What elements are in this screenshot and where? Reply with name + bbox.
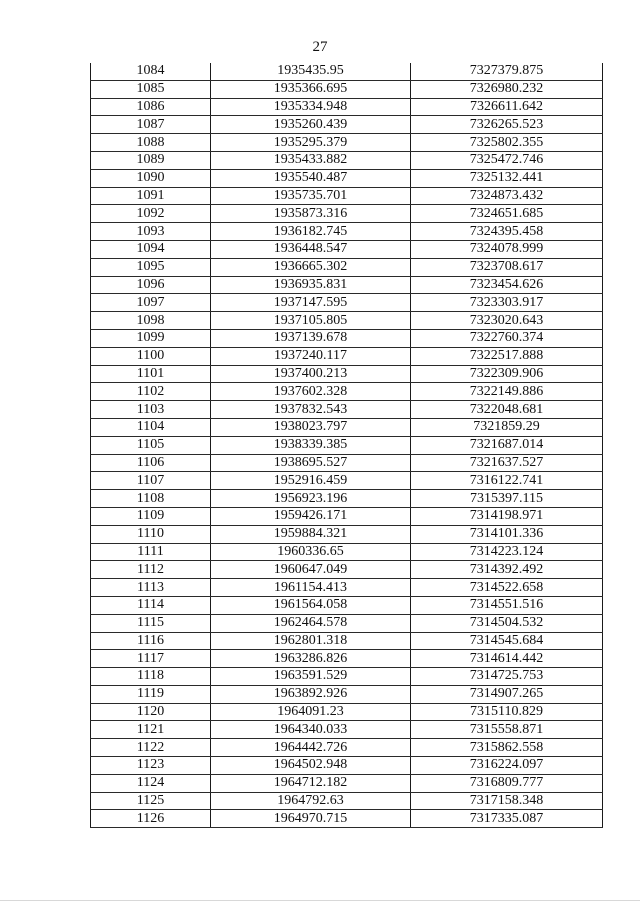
table-row bbox=[91, 240, 603, 258]
y-coordinate-cell: 7326611.642 bbox=[411, 98, 603, 116]
table-row bbox=[91, 80, 603, 98]
x-coordinate-cell: 1963591.529 bbox=[211, 668, 411, 686]
point-number-cell: 1117 bbox=[91, 650, 211, 668]
x-coordinate-cell: 1964792.63 bbox=[211, 792, 411, 810]
y-coordinate-cell: 7323708.617 bbox=[411, 258, 603, 276]
y-coordinate-cell: 7317335.087 bbox=[411, 810, 603, 828]
table-row bbox=[91, 205, 603, 223]
point-number-cell: 1094 bbox=[91, 240, 211, 258]
y-coordinate-cell: 7315397.115 bbox=[411, 490, 603, 508]
y-coordinate-cell: 7326980.232 bbox=[411, 80, 603, 98]
y-coordinate-cell: 7315110.829 bbox=[411, 703, 603, 721]
y-coordinate-cell: 7325132.441 bbox=[411, 169, 603, 187]
table-row bbox=[91, 490, 603, 508]
x-coordinate-cell: 1961154.413 bbox=[211, 579, 411, 597]
x-coordinate-cell: 1935433.882 bbox=[211, 151, 411, 169]
y-coordinate-cell: 7314522.658 bbox=[411, 579, 603, 597]
table-row bbox=[91, 116, 603, 134]
y-coordinate-cell: 7314551.516 bbox=[411, 596, 603, 614]
y-coordinate-cell: 7325802.355 bbox=[411, 134, 603, 152]
x-coordinate-cell: 1936182.745 bbox=[211, 223, 411, 241]
x-coordinate-cell: 1963286.826 bbox=[211, 650, 411, 668]
y-coordinate-cell: 7325472.746 bbox=[411, 151, 603, 169]
y-coordinate-cell: 7317158.348 bbox=[411, 792, 603, 810]
y-coordinate-cell: 7322517.888 bbox=[411, 347, 603, 365]
x-coordinate-cell: 1960647.049 bbox=[211, 561, 411, 579]
x-coordinate-cell: 1961564.058 bbox=[211, 596, 411, 614]
y-coordinate-cell: 7322149.886 bbox=[411, 383, 603, 401]
point-number-cell: 1125 bbox=[91, 792, 211, 810]
x-coordinate-cell: 1938695.527 bbox=[211, 454, 411, 472]
x-coordinate-cell: 1935260.439 bbox=[211, 116, 411, 134]
y-coordinate-cell: 7315558.871 bbox=[411, 721, 603, 739]
coordinates-table bbox=[90, 63, 603, 828]
table-row bbox=[91, 561, 603, 579]
x-coordinate-cell: 1936935.831 bbox=[211, 276, 411, 294]
x-coordinate-cell: 1959884.321 bbox=[211, 525, 411, 543]
x-coordinate-cell: 1937400.213 bbox=[211, 365, 411, 383]
y-coordinate-cell: 7327379.875 bbox=[411, 63, 603, 80]
point-number-cell: 1098 bbox=[91, 312, 211, 330]
point-number-cell: 1084 bbox=[91, 63, 211, 80]
point-number-cell: 1121 bbox=[91, 721, 211, 739]
table-row bbox=[91, 703, 603, 721]
table-row bbox=[91, 365, 603, 383]
table-row bbox=[91, 454, 603, 472]
table-row bbox=[91, 650, 603, 668]
y-coordinate-cell: 7322048.681 bbox=[411, 401, 603, 419]
point-number-cell: 1112 bbox=[91, 561, 211, 579]
table-row bbox=[91, 810, 603, 828]
table-row bbox=[91, 223, 603, 241]
x-coordinate-cell: 1935735.701 bbox=[211, 187, 411, 205]
x-coordinate-cell: 1935873.316 bbox=[211, 205, 411, 223]
table-row bbox=[91, 98, 603, 116]
x-coordinate-cell: 1937240.117 bbox=[211, 347, 411, 365]
x-coordinate-cell: 1964442.726 bbox=[211, 739, 411, 757]
point-number-cell: 1109 bbox=[91, 507, 211, 525]
table-row bbox=[91, 668, 603, 686]
x-coordinate-cell: 1938339.385 bbox=[211, 436, 411, 454]
point-number-cell: 1093 bbox=[91, 223, 211, 241]
table-row bbox=[91, 151, 603, 169]
x-coordinate-cell: 1936665.302 bbox=[211, 258, 411, 276]
table-row bbox=[91, 401, 603, 419]
point-number-cell: 1110 bbox=[91, 525, 211, 543]
table-row bbox=[91, 507, 603, 525]
point-number-cell: 1114 bbox=[91, 596, 211, 614]
y-coordinate-cell: 7314614.442 bbox=[411, 650, 603, 668]
y-coordinate-cell: 7314392.492 bbox=[411, 561, 603, 579]
y-coordinate-cell: 7316122.741 bbox=[411, 472, 603, 490]
x-coordinate-cell: 1962464.578 bbox=[211, 614, 411, 632]
x-coordinate-cell: 1937139.678 bbox=[211, 329, 411, 347]
x-coordinate-cell: 1964970.715 bbox=[211, 810, 411, 828]
x-coordinate-cell: 1962801.318 bbox=[211, 632, 411, 650]
y-coordinate-cell: 7324651.685 bbox=[411, 205, 603, 223]
point-number-cell: 1123 bbox=[91, 757, 211, 775]
point-number-cell: 1091 bbox=[91, 187, 211, 205]
coordinates-table-body bbox=[91, 63, 603, 828]
point-number-cell: 1102 bbox=[91, 383, 211, 401]
table-row bbox=[91, 258, 603, 276]
table-row bbox=[91, 739, 603, 757]
point-number-cell: 1086 bbox=[91, 98, 211, 116]
x-coordinate-cell: 1935540.487 bbox=[211, 169, 411, 187]
point-number-cell: 1096 bbox=[91, 276, 211, 294]
x-coordinate-cell: 1964340.033 bbox=[211, 721, 411, 739]
page-bottom-edge bbox=[0, 900, 640, 901]
point-number-cell: 1105 bbox=[91, 436, 211, 454]
x-coordinate-cell: 1935334.948 bbox=[211, 98, 411, 116]
point-number-cell: 1092 bbox=[91, 205, 211, 223]
point-number-cell: 1120 bbox=[91, 703, 211, 721]
y-coordinate-cell: 7314101.336 bbox=[411, 525, 603, 543]
table-row bbox=[91, 294, 603, 312]
y-coordinate-cell: 7316809.777 bbox=[411, 774, 603, 792]
table-row bbox=[91, 169, 603, 187]
table-row bbox=[91, 614, 603, 632]
table-row bbox=[91, 757, 603, 775]
point-number-cell: 1090 bbox=[91, 169, 211, 187]
y-coordinate-cell: 7324873.432 bbox=[411, 187, 603, 205]
y-coordinate-cell: 7315862.558 bbox=[411, 739, 603, 757]
table-row bbox=[91, 436, 603, 454]
x-coordinate-cell: 1964091.23 bbox=[211, 703, 411, 721]
y-coordinate-cell: 7323454.626 bbox=[411, 276, 603, 294]
x-coordinate-cell: 1936448.547 bbox=[211, 240, 411, 258]
table-row bbox=[91, 472, 603, 490]
point-number-cell: 1095 bbox=[91, 258, 211, 276]
point-number-cell: 1104 bbox=[91, 418, 211, 436]
x-coordinate-cell: 1956923.196 bbox=[211, 490, 411, 508]
table-row bbox=[91, 383, 603, 401]
point-number-cell: 1085 bbox=[91, 80, 211, 98]
point-number-cell: 1108 bbox=[91, 490, 211, 508]
x-coordinate-cell: 1937105.805 bbox=[211, 312, 411, 330]
point-number-cell: 1118 bbox=[91, 668, 211, 686]
point-number-cell: 1124 bbox=[91, 774, 211, 792]
x-coordinate-cell: 1952916.459 bbox=[211, 472, 411, 490]
table-row bbox=[91, 276, 603, 294]
x-coordinate-cell: 1935295.379 bbox=[211, 134, 411, 152]
table-row bbox=[91, 792, 603, 810]
x-coordinate-cell: 1964712.182 bbox=[211, 774, 411, 792]
table-row bbox=[91, 418, 603, 436]
point-number-cell: 1103 bbox=[91, 401, 211, 419]
y-coordinate-cell: 7323303.917 bbox=[411, 294, 603, 312]
point-number-cell: 1088 bbox=[91, 134, 211, 152]
point-number-cell: 1119 bbox=[91, 685, 211, 703]
y-coordinate-cell: 7322309.906 bbox=[411, 365, 603, 383]
y-coordinate-cell: 7316224.097 bbox=[411, 757, 603, 775]
table-row bbox=[91, 63, 603, 80]
x-coordinate-cell: 1938023.797 bbox=[211, 418, 411, 436]
x-coordinate-cell: 1935366.695 bbox=[211, 80, 411, 98]
point-number-cell: 1113 bbox=[91, 579, 211, 597]
table-row bbox=[91, 525, 603, 543]
page-number: 27 bbox=[312, 39, 328, 55]
point-number-cell: 1099 bbox=[91, 329, 211, 347]
table-row bbox=[91, 685, 603, 703]
point-number-cell: 1126 bbox=[91, 810, 211, 828]
table-row bbox=[91, 134, 603, 152]
point-number-cell: 1115 bbox=[91, 614, 211, 632]
y-coordinate-cell: 7314223.124 bbox=[411, 543, 603, 561]
x-coordinate-cell: 1937602.328 bbox=[211, 383, 411, 401]
x-coordinate-cell: 1964502.948 bbox=[211, 757, 411, 775]
table-row bbox=[91, 347, 603, 365]
y-coordinate-cell: 7314545.684 bbox=[411, 632, 603, 650]
y-coordinate-cell: 7326265.523 bbox=[411, 116, 603, 134]
y-coordinate-cell: 7324395.458 bbox=[411, 223, 603, 241]
x-coordinate-cell: 1959426.171 bbox=[211, 507, 411, 525]
table-row bbox=[91, 721, 603, 739]
x-coordinate-cell: 1963892.926 bbox=[211, 685, 411, 703]
x-coordinate-cell: 1937147.595 bbox=[211, 294, 411, 312]
point-number-cell: 1116 bbox=[91, 632, 211, 650]
point-number-cell: 1111 bbox=[91, 543, 211, 561]
table-row bbox=[91, 596, 603, 614]
table-row bbox=[91, 774, 603, 792]
table-row bbox=[91, 632, 603, 650]
y-coordinate-cell: 7321859.29 bbox=[411, 418, 603, 436]
point-number-cell: 1101 bbox=[91, 365, 211, 383]
table-row bbox=[91, 329, 603, 347]
point-number-cell: 1097 bbox=[91, 294, 211, 312]
y-coordinate-cell: 7314198.971 bbox=[411, 507, 603, 525]
y-coordinate-cell: 7314504.532 bbox=[411, 614, 603, 632]
table-row bbox=[91, 579, 603, 597]
table-row bbox=[91, 543, 603, 561]
point-number-cell: 1107 bbox=[91, 472, 211, 490]
table-row bbox=[91, 312, 603, 330]
y-coordinate-cell: 7314907.265 bbox=[411, 685, 603, 703]
point-number-cell: 1106 bbox=[91, 454, 211, 472]
y-coordinate-cell: 7324078.999 bbox=[411, 240, 603, 258]
x-coordinate-cell: 1935435.95 bbox=[211, 63, 411, 80]
y-coordinate-cell: 7314725.753 bbox=[411, 668, 603, 686]
x-coordinate-cell: 1937832.543 bbox=[211, 401, 411, 419]
y-coordinate-cell: 7323020.643 bbox=[411, 312, 603, 330]
point-number-cell: 1100 bbox=[91, 347, 211, 365]
point-number-cell: 1122 bbox=[91, 739, 211, 757]
table-row bbox=[91, 187, 603, 205]
point-number-cell: 1087 bbox=[91, 116, 211, 134]
point-number-cell: 1089 bbox=[91, 151, 211, 169]
y-coordinate-cell: 7321637.527 bbox=[411, 454, 603, 472]
y-coordinate-cell: 7322760.374 bbox=[411, 329, 603, 347]
x-coordinate-cell: 1960336.65 bbox=[211, 543, 411, 561]
y-coordinate-cell: 7321687.014 bbox=[411, 436, 603, 454]
